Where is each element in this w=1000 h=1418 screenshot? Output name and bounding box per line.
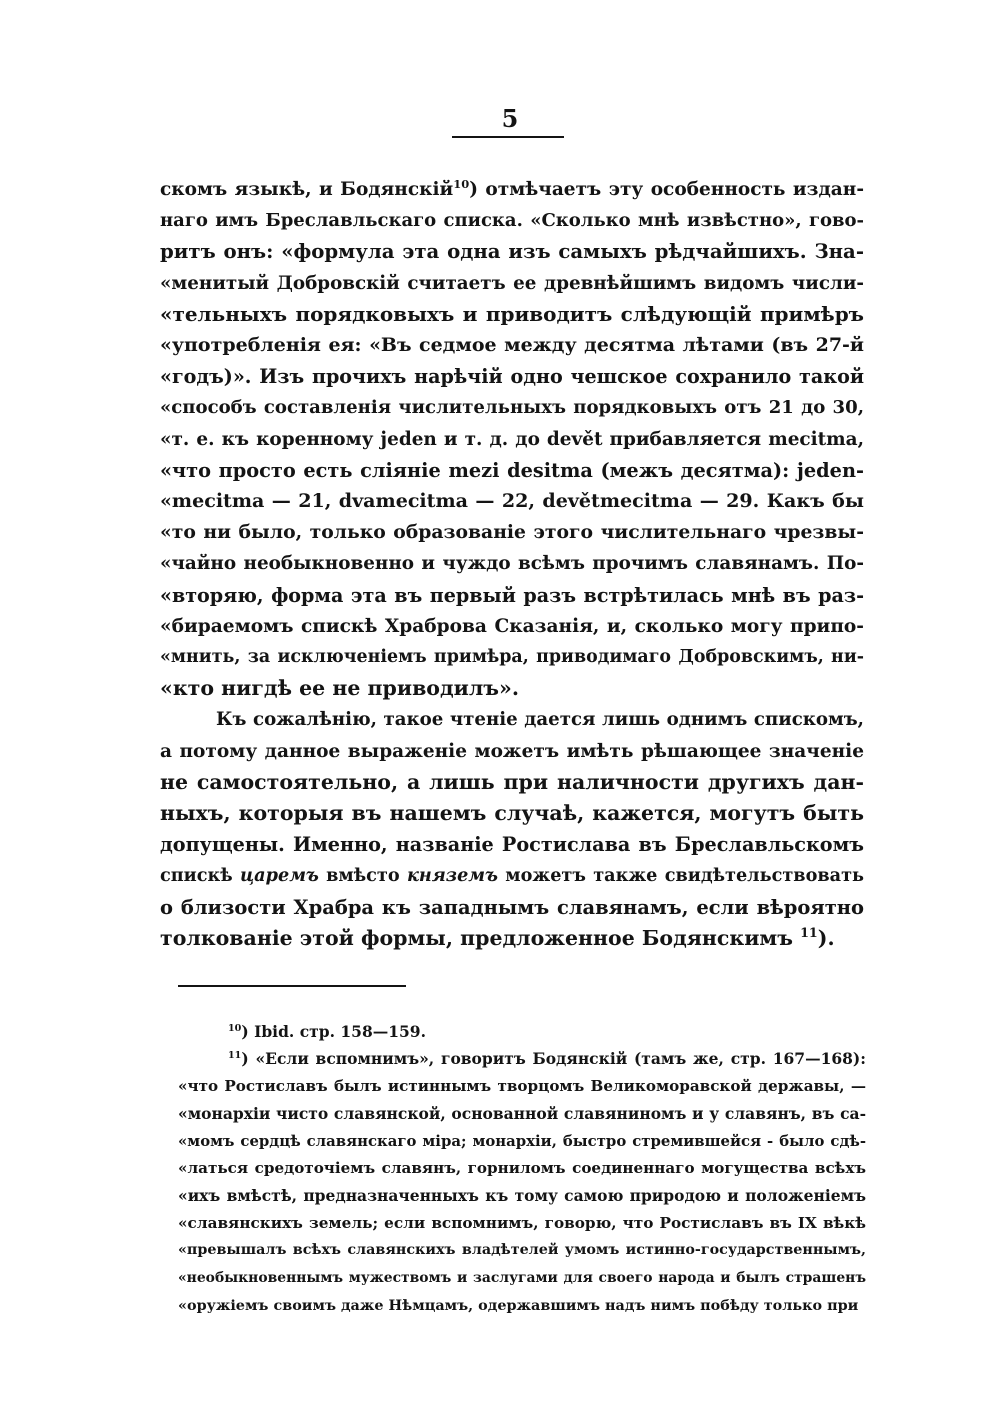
body-line: «способъ составленія числительныхъ порядковыхъ отъ 21 до 30,: [160, 397, 864, 419]
body-line: «годъ)». Изъ прочихъ нарѣчій одно чешское сохранило такой: [160, 365, 864, 389]
body-line: «употребленія ея: «Въ седмое между десятма лѣтами (въ 27-й: [160, 334, 864, 357]
body-line: толкованіе этой формы, предложенное Бодянскимъ $^{11}$).: [160, 925, 835, 950]
footnote-line: «необыкновеннымъ мужествомъ и заслугами для своего народа и былъ страшенъ: [178, 1269, 866, 1286]
body-line: «чайно необыкновенно и чуждо всѣмъ прочимъ славянамъ. По-: [160, 553, 864, 575]
body-line: скомъ языкѣ, и Бодянскій$^{10}$) отмѣчаетъ эту особенность издан-: [160, 176, 864, 200]
footnote-line: «что Ростиславъ былъ истиннымъ творцомъ Великоморавской державы, —: [178, 1076, 866, 1095]
footnotes: [178, 1018, 866, 1319]
footnote-line: «превышалъ всѣхъ славянскихъ владѣтелей умомъ истинно-государственнымъ,: [178, 1242, 866, 1259]
body-line: «мнить, за исключеніемъ примѣра, приводимаго Добровскимъ, ни-: [160, 647, 864, 668]
body-line: «тельныхъ порядковыхъ и приводитъ слѣдующій примѣръ: [160, 301, 864, 326]
body-line: ныхъ, которыя въ нашемъ случаѣ, кажется, могутъ быть: [160, 801, 864, 826]
footnote-mark-10: 10: [228, 1022, 242, 1034]
body-line: «менитый Добровскій считаетъ ее древнѣйшимъ видомъ числи-: [160, 272, 864, 294]
footnote-line: «оружіемъ своимъ даже Нѣмцамъ, одержавшимъ надъ нимъ побѣду только при: [178, 1297, 859, 1315]
body-line: «mecitma — 21, dvamecitma — 22, devětmecitma — 29. Какъ бы: [160, 490, 864, 513]
italic-word-carem: царемъ: [240, 865, 319, 887]
page-number: 5: [501, 104, 519, 133]
body-line: спискѣ царемъ вмѣсто княземъ можетъ также свидѣтельствовать: [160, 865, 864, 887]
body-line: «что просто есть сліяніе mezi desitma (межъ десятма): jeden-: [160, 458, 864, 482]
body-line: о близости Храбра къ западнымъ славянамъ, если вѣроятно: [160, 895, 864, 919]
footnote-11: $^{11}$) «Если вспомнимъ», говоритъ Бодянскій (тамъ же, стр. 167—168):: [228, 1049, 866, 1069]
body-line: «вторяю, форма эта въ первый разъ встрѣтилась мнѣ въ раз-: [160, 583, 864, 607]
body-line: а потому данное выраженіе можетъ имѣть рѣшающее значеніе: [160, 740, 864, 762]
footnote-line: «латься средоточіемъ славянъ, горниломъ соединеннаго могущества всѣхъ: [178, 1159, 866, 1178]
body-line: допущены. Именно, названіе Ростислава въ Бреславльскомъ: [160, 833, 864, 857]
footnote-ref-11[interactable]: 11: [800, 925, 818, 941]
body-line: «бираемомъ спискѣ Храброва Сказанія, и, сколько могу припо-: [160, 615, 864, 637]
body-line: «кто нигдѣ ее не приводилъ».: [160, 676, 519, 701]
body-line: ритъ онъ: «формула эта одна изъ самыхъ рѣдчайшихъ. Зна-: [160, 240, 864, 264]
footnote-line: «ихъ вмѣстѣ, предназначенныхъ къ тому самою природою и положеніемъ: [178, 1186, 866, 1206]
footnote-line: «момъ сердцѣ славянскаго міра; монархіи, быстро стремившейся - было сдѣ-: [178, 1131, 866, 1150]
footnote-separator: [178, 985, 406, 987]
footnote-ref-10[interactable]: 10: [453, 176, 470, 191]
body-line: «то ни было, только образованіе этого числительнаго чрезвы-: [160, 521, 864, 544]
footnote-10: $^{10}$) Ibid. стр. 158—159.: [228, 1022, 426, 1041]
footnote-line: «монархіи чисто славянской, основанной славяниномъ и у славянъ, въ са-: [178, 1104, 866, 1124]
italic-word-knyazem: княземъ: [406, 865, 498, 887]
body-line: наго имъ Бреславльскаго списка. «Сколько мнѣ извѣстно», гово-: [160, 210, 864, 232]
paragraph-start: Къ сожалѣнію, такое чтеніе дается лишь однимъ спискомъ,: [216, 709, 864, 731]
body-line: «т. е. къ коренному jeden и т. д. до devět прибавляется mecitma,: [160, 428, 864, 450]
footnote-mark-11: 11: [228, 1050, 242, 1062]
main-text: [160, 174, 864, 954]
header-rule: [452, 136, 564, 138]
footnote-line: «славянскихъ земель; если вспомнимъ, говорю, что Ростиславъ въ IX вѣкѣ: [178, 1213, 866, 1232]
body-line: не самостоятельно, а лишь при наличности другихъ дан-: [160, 769, 864, 794]
